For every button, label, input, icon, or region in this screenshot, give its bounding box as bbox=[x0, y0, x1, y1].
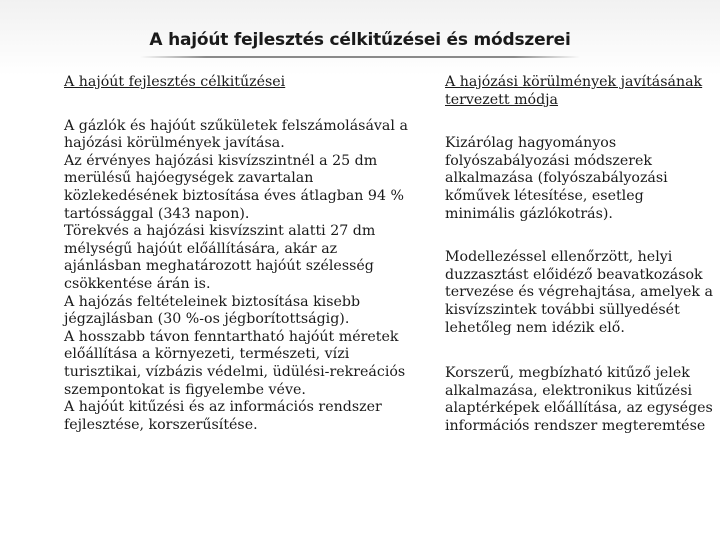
objective-paragraph: A gázlók és hajóút szűkületek felszámolásával a hajózási körülmények javítása. bbox=[64, 117, 408, 152]
objectives-column bbox=[64, 74, 414, 434]
objective-paragraph: A hajózás feltételeinek biztosítása kisebb jégzajlásban (30 %-os jégborítottságig). bbox=[64, 293, 361, 328]
methods-column bbox=[445, 74, 715, 436]
method-paragraph: Kizárólag hagyományos folyószabályozási módszerek alkalmazása (folyószabályozási kőművek létesítése, esetleg minimális gázlókotrás). bbox=[445, 135, 668, 222]
objectives-heading: A hajóút fejlesztés célkitűzései bbox=[64, 74, 286, 90]
objective-paragraph: A hosszabb távon fenntartható hajóút méretek előállítása a környezeti, természeti, vízi turisztikai, vízbázis védelmi, üdülési-rekreációs szempontokat is figyelembe véve. bbox=[64, 328, 406, 398]
method-paragraph: Modellezéssel ellenőrzött, helyi duzzasztást előidéző beavatkozások tervezése és végrehajtása, amelyek a kisvízszintek további süllyedését lehetőleg nem idézik elő. bbox=[445, 249, 713, 336]
slide-title: A hajóút fejlesztés célkitűzései és módszerei bbox=[149, 30, 571, 50]
objective-paragraph: Törekvés a hajózási kisvízszint alatti 27 dm mélységű hajóút előállítására, akár az ajánlásban meghatározott hajóút szélesség csökkentése árán is. bbox=[64, 223, 376, 292]
method-paragraph: Korszerű, megbízható kitűző jelek alkalmazása, elektronikus kitűzési alaptérképek előállítása, az egységes információs rendszer megteremtése bbox=[445, 365, 713, 434]
title-divider bbox=[140, 56, 580, 58]
methods-heading: A hajózási körülmények javításának tervezett módja bbox=[445, 74, 703, 108]
objective-paragraph: Az érvényes hajózási kisvízszintnél a 25 dm merülésű hajóegységek zavartalan közlekedésének biztosítása éves átlagban 94 % tartóssággal (343 napon). bbox=[64, 152, 404, 222]
objective-paragraph: A hajóút kitűzési és az információs rendszer fejlesztése, korszerűsítése. bbox=[64, 399, 382, 433]
objectives-body bbox=[64, 118, 414, 435]
